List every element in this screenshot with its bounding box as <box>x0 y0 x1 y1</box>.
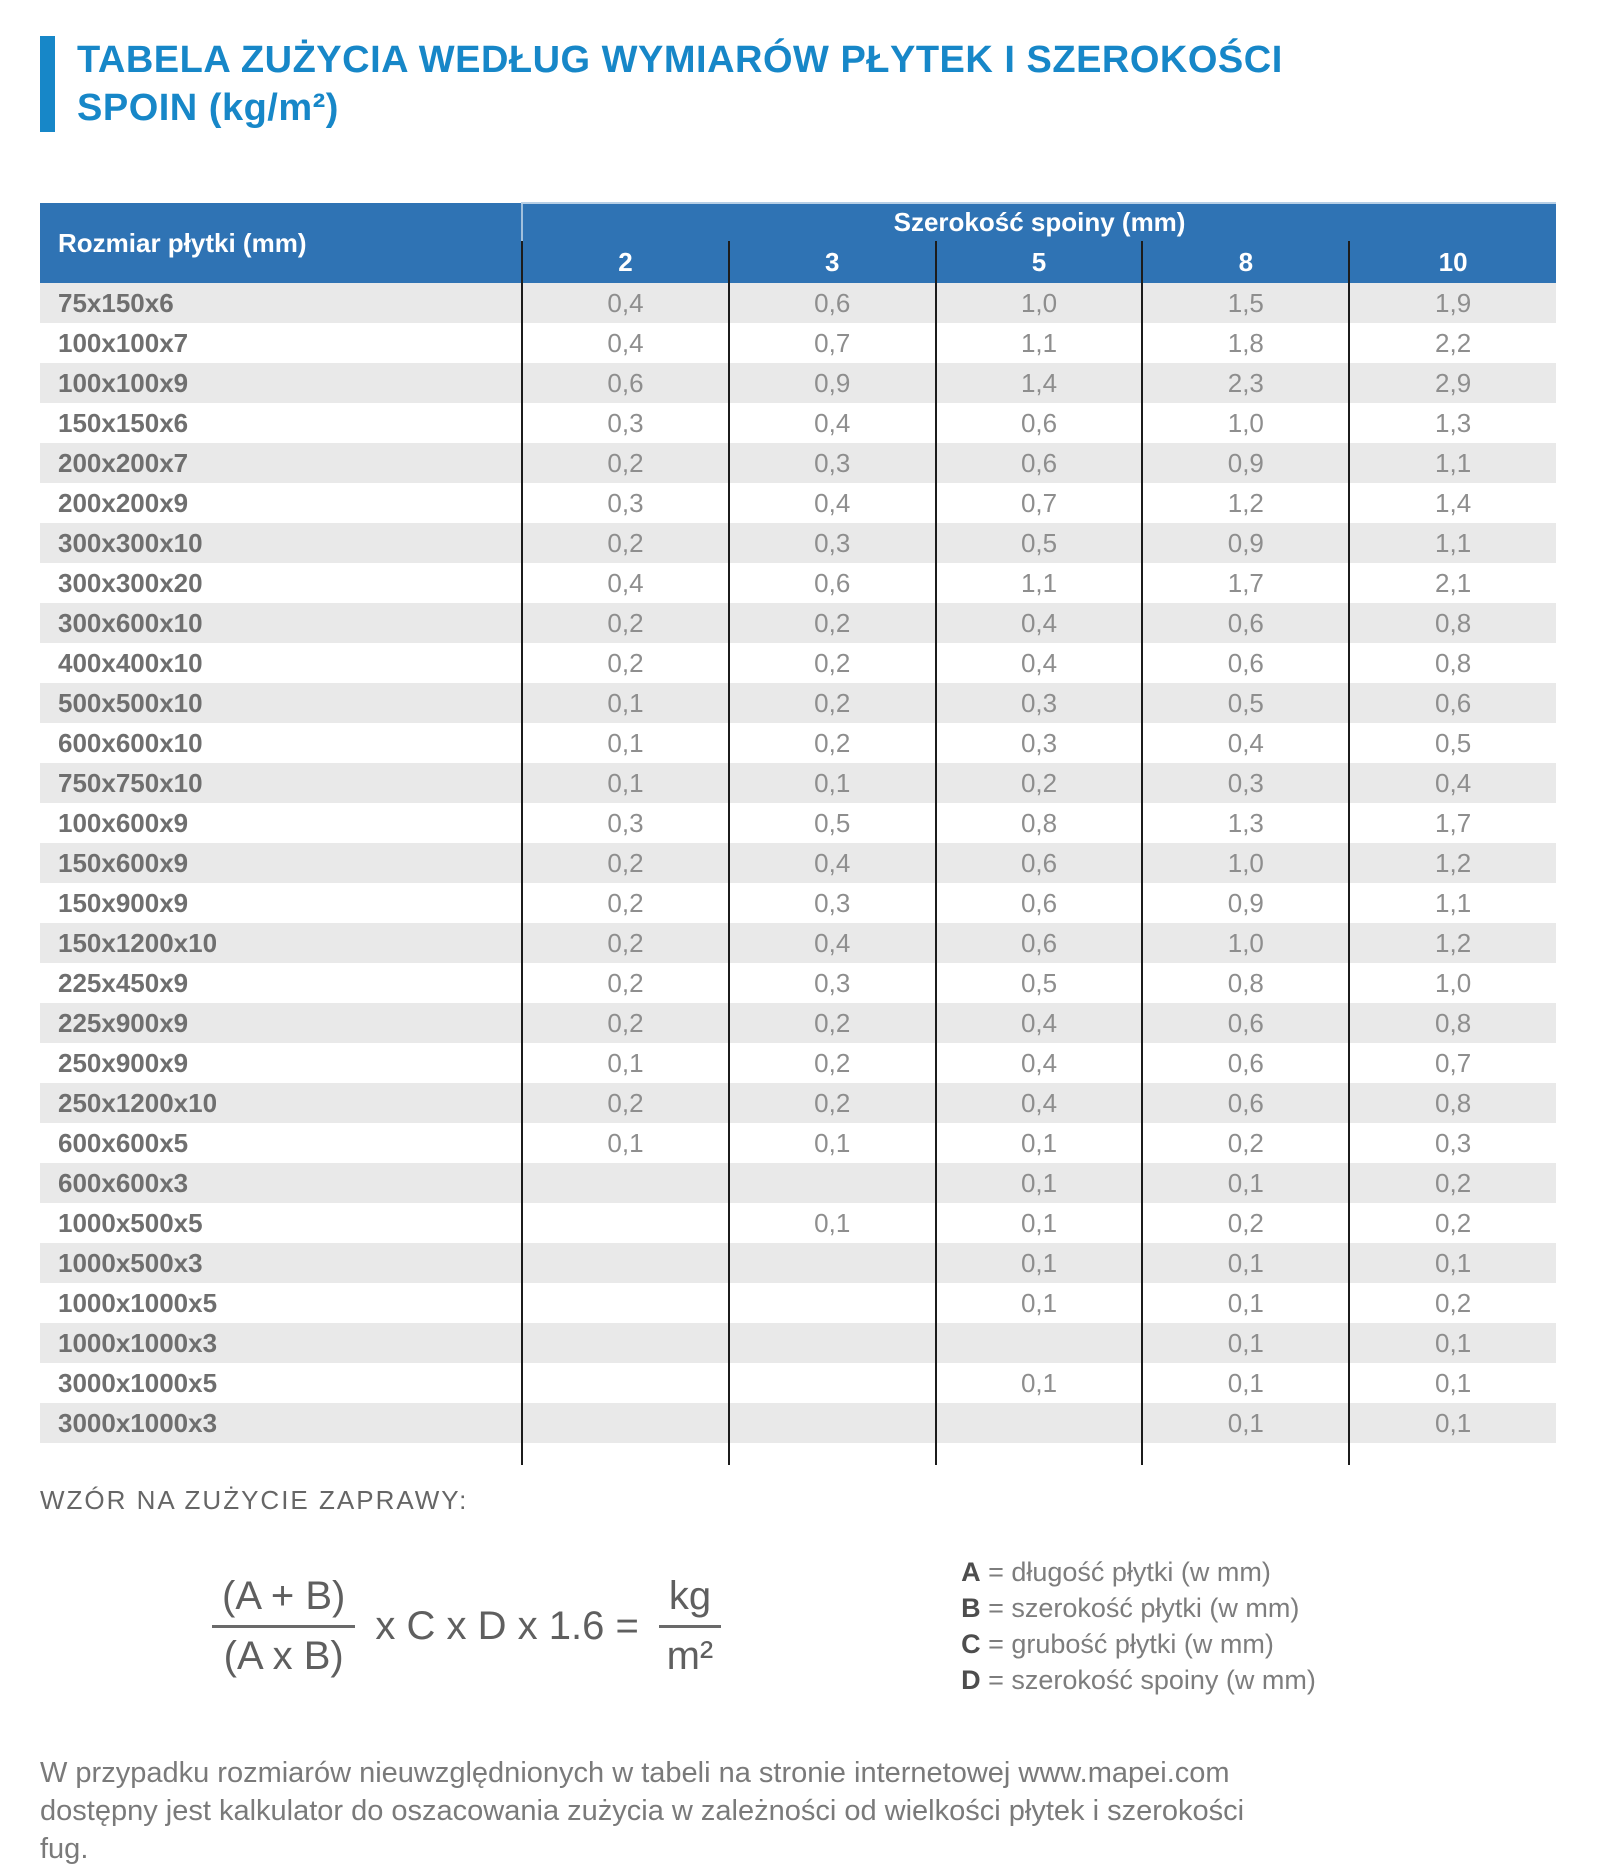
tile-size-column-header: Rozmiar płytki (mm) <box>40 203 522 283</box>
table-row <box>40 363 1556 403</box>
consumption-value-cell: 0,4 <box>936 1083 1143 1123</box>
consumption-value-cell: 0,4 <box>936 603 1143 643</box>
consumption-value-cell: 1,0 <box>1349 963 1556 1003</box>
consumption-value-cell: 0,1 <box>522 683 729 723</box>
tile-size-cell: 150x900x9 <box>58 887 189 918</box>
table-row <box>40 403 1556 443</box>
consumption-value-cell: 0,6 <box>522 363 729 403</box>
consumption-value-cell <box>729 1363 936 1403</box>
formula-denominator: (A x B) <box>223 1633 344 1678</box>
formula-numerator: (A + B) <box>212 1574 355 1628</box>
table-row <box>40 923 1556 963</box>
tile-size-cell: 3000x1000x3 <box>58 1407 218 1438</box>
table-row <box>40 883 1556 923</box>
consumption-value-cell: 0,2 <box>729 603 936 643</box>
table-body <box>40 283 1556 1465</box>
tile-size-cell: 600x600x3 <box>58 1167 189 1198</box>
tile-size-cell: 1000x1000x3 <box>58 1327 218 1358</box>
legend-item <box>961 1554 1316 1590</box>
consumption-value-cell: 0,8 <box>936 803 1143 843</box>
consumption-value-cell: 1,1 <box>1349 523 1556 563</box>
consumption-value-cell: 0,3 <box>729 963 936 1003</box>
consumption-value-cell: 0,5 <box>936 963 1143 1003</box>
consumption-value-cell: 0,3 <box>936 683 1143 723</box>
consumption-value-cell: 1,3 <box>1142 803 1349 843</box>
consumption-value-cell: 0,2 <box>522 963 729 1003</box>
legend-symbol: B <box>961 1593 981 1623</box>
table-row <box>40 723 1556 763</box>
consumption-value-cell: 0,1 <box>522 1123 729 1163</box>
width-column-header: 2 <box>522 241 729 283</box>
consumption-value-cell <box>729 1243 936 1283</box>
consumption-value-cell: 0,1 <box>729 1123 936 1163</box>
consumption-value-cell: 0,3 <box>1349 1123 1556 1163</box>
consumption-value-cell: 0,4 <box>729 403 936 443</box>
consumption-value-cell: 0,2 <box>729 1043 936 1083</box>
consumption-value-cell: 0,6 <box>729 563 936 603</box>
tile-size-cell: 200x200x7 <box>58 447 189 478</box>
consumption-value-cell: 0,6 <box>936 923 1143 963</box>
tile-size-cell: 250x900x9 <box>58 1047 189 1078</box>
tile-size-cell: 500x500x10 <box>58 687 203 718</box>
consumption-value-cell: 0,3 <box>729 883 936 923</box>
consumption-value-cell: 0,3 <box>522 403 729 443</box>
consumption-value-cell: 0,2 <box>729 1003 936 1043</box>
table-row <box>40 1083 1556 1123</box>
consumption-value-cell: 0,2 <box>522 643 729 683</box>
consumption-formula <box>212 1574 721 1679</box>
consumption-value-cell: 0,1 <box>1349 1403 1556 1443</box>
consumption-value-cell: 0,1 <box>729 763 936 803</box>
tile-size-cell: 150x1200x10 <box>58 927 218 958</box>
consumption-value-cell: 0,1 <box>1349 1363 1556 1403</box>
tile-size-cell: 250x1200x10 <box>58 1087 218 1118</box>
consumption-value-cell: 0,1 <box>936 1243 1143 1283</box>
consumption-value-cell: 0,7 <box>1349 1043 1556 1083</box>
consumption-value-cell: 1,1 <box>936 323 1143 363</box>
legend-text: = długość płytki (w mm) <box>980 1557 1271 1587</box>
consumption-value-cell <box>522 1323 729 1363</box>
consumption-value-cell: 1,2 <box>1349 923 1556 963</box>
consumption-value-cell: 0,6 <box>1349 683 1556 723</box>
consumption-value-cell: 0,9 <box>1142 883 1349 923</box>
consumption-value-cell: 0,8 <box>1142 963 1349 1003</box>
consumption-value-cell: 0,6 <box>1142 1083 1349 1123</box>
consumption-value-cell: 0,8 <box>1349 603 1556 643</box>
consumption-value-cell <box>522 1163 729 1203</box>
formula-row <box>40 1554 1556 1698</box>
consumption-value-cell: 0,2 <box>1349 1283 1556 1323</box>
consumption-value-cell <box>522 1243 729 1283</box>
consumption-value-cell: 0,4 <box>522 323 729 363</box>
tile-size-cell: 3000x1000x5 <box>58 1367 218 1398</box>
consumption-value-cell: 0,6 <box>936 443 1143 483</box>
consumption-value-cell: 1,0 <box>1142 923 1349 963</box>
consumption-value-cell: 0,1 <box>522 763 729 803</box>
consumption-value-cell: 0,2 <box>1349 1163 1556 1203</box>
consumption-value-cell: 0,2 <box>522 923 729 963</box>
consumption-value-cell: 2,9 <box>1349 363 1556 403</box>
consumption-value-cell: 0,4 <box>729 843 936 883</box>
consumption-value-cell: 1,2 <box>1349 843 1556 883</box>
width-column-header: 8 <box>1142 241 1349 283</box>
consumption-value-cell: 1,4 <box>1349 483 1556 523</box>
consumption-value-cell: 0,1 <box>522 1043 729 1083</box>
consumption-value-cell: 0,1 <box>936 1203 1143 1243</box>
consumption-value-cell: 0,4 <box>729 923 936 963</box>
table-row <box>40 1003 1556 1043</box>
formula-legend <box>961 1554 1316 1698</box>
consumption-value-cell <box>729 1283 936 1323</box>
consumption-value-cell: 0,2 <box>522 883 729 923</box>
consumption-value-cell: 0,2 <box>729 723 936 763</box>
table-row <box>40 963 1556 1003</box>
tile-size-cell: 225x900x9 <box>58 1007 189 1038</box>
consumption-value-cell: 1,1 <box>1349 883 1556 923</box>
tile-size-cell: 225x450x9 <box>58 967 189 998</box>
legend-item <box>961 1662 1316 1698</box>
consumption-value-cell: 1,7 <box>1349 803 1556 843</box>
consumption-value-cell <box>729 1323 936 1363</box>
consumption-value-cell: 0,1 <box>1349 1243 1556 1283</box>
tile-size-cell: 75x150x6 <box>58 287 174 318</box>
consumption-value-cell: 0,9 <box>1142 443 1349 483</box>
consumption-value-cell <box>729 1163 936 1203</box>
table-divider-tails <box>40 1443 1556 1465</box>
legend-symbol: D <box>961 1665 981 1695</box>
consumption-value-cell: 0,1 <box>936 1123 1143 1163</box>
table-row <box>40 763 1556 803</box>
consumption-value-cell: 0,1 <box>936 1283 1143 1323</box>
consumption-value-cell: 0,2 <box>729 643 936 683</box>
consumption-value-cell: 0,4 <box>729 483 936 523</box>
consumption-value-cell <box>522 1203 729 1243</box>
table-row <box>40 1283 1556 1323</box>
consumption-value-cell: 1,0 <box>936 283 1143 323</box>
consumption-value-cell <box>522 1283 729 1323</box>
table-row <box>40 1203 1556 1243</box>
consumption-value-cell: 1,4 <box>936 363 1143 403</box>
formula-result-fraction <box>659 1574 721 1679</box>
consumption-value-cell: 1,0 <box>1142 843 1349 883</box>
consumption-value-cell: 0,2 <box>1349 1203 1556 1243</box>
legend-item <box>961 1590 1316 1626</box>
width-column-header: 3 <box>729 241 936 283</box>
consumption-value-cell: 0,6 <box>936 403 1143 443</box>
table-row <box>40 1403 1556 1443</box>
consumption-value-cell <box>522 1363 729 1403</box>
tile-size-cell: 600x600x5 <box>58 1127 189 1158</box>
consumption-value-cell: 0,2 <box>522 1083 729 1123</box>
table-row <box>40 843 1556 883</box>
tile-size-cell: 750x750x10 <box>58 767 203 798</box>
consumption-value-cell: 0,2 <box>522 523 729 563</box>
consumption-value-cell: 0,3 <box>936 723 1143 763</box>
consumption-value-cell: 1,3 <box>1349 403 1556 443</box>
consumption-value-cell: 0,2 <box>729 1083 936 1123</box>
consumption-value-cell: 0,3 <box>1142 763 1349 803</box>
legend-symbol: C <box>961 1629 981 1659</box>
consumption-value-cell: 0,9 <box>729 363 936 403</box>
legend-item <box>961 1626 1316 1662</box>
consumption-value-cell: 0,4 <box>522 563 729 603</box>
consumption-value-cell: 0,5 <box>936 523 1143 563</box>
consumption-value-cell: 0,1 <box>1142 1363 1349 1403</box>
consumption-value-cell: 1,9 <box>1349 283 1556 323</box>
consumption-value-cell <box>522 1403 729 1443</box>
tile-size-cell: 100x100x9 <box>58 367 189 398</box>
consumption-value-cell <box>936 1323 1143 1363</box>
formula-result-numerator: kg <box>659 1574 721 1628</box>
consumption-value-cell: 0,6 <box>936 843 1143 883</box>
table-row <box>40 603 1556 643</box>
consumption-value-cell: 0,4 <box>1349 763 1556 803</box>
consumption-value-cell: 0,5 <box>1349 723 1556 763</box>
consumption-value-cell: 0,4 <box>936 643 1143 683</box>
tile-size-cell: 1000x1000x5 <box>58 1287 218 1318</box>
table-row <box>40 1123 1556 1163</box>
page-title: TABELA ZUŻYCIA WEDŁUG WYMIARÓW PŁYTEK I SZEROKOŚCI SPOIN (kg/m²) <box>77 39 1283 129</box>
tile-size-cell: 150x150x6 <box>58 407 189 438</box>
table-row <box>40 283 1556 323</box>
consumption-value-cell: 2,1 <box>1349 563 1556 603</box>
consumption-value-cell: 1,0 <box>1142 403 1349 443</box>
consumption-value-cell: 0,7 <box>936 483 1143 523</box>
consumption-value-cell: 0,2 <box>522 603 729 643</box>
legend-symbol: A <box>961 1557 981 1587</box>
consumption-value-cell: 0,1 <box>936 1163 1143 1203</box>
tile-size-cell: 300x300x10 <box>58 527 203 558</box>
tile-size-cell: 150x600x9 <box>58 847 189 878</box>
consumption-value-cell <box>729 1403 936 1443</box>
formula-fraction <box>212 1574 355 1679</box>
consumption-value-cell: 0,2 <box>1142 1123 1349 1163</box>
tile-size-cell: 300x300x20 <box>58 567 203 598</box>
footer-note: W przypadku rozmiarów nieuwzględnionych w tabeli na stronie internetowej www.mapei.com dostępny jest kalkulator do oszacowania zużycia w zależności od wielkości płytek i szerokości fug. <box>40 1757 1245 1865</box>
table-row <box>40 683 1556 723</box>
consumption-value-cell <box>936 1403 1143 1443</box>
table-row <box>40 443 1556 483</box>
consumption-value-cell: 0,1 <box>729 1203 936 1243</box>
consumption-value-cell: 1,5 <box>1142 283 1349 323</box>
title-accent-bar <box>40 36 55 132</box>
consumption-value-cell: 0,2 <box>522 1003 729 1043</box>
consumption-value-cell: 0,1 <box>1142 1243 1349 1283</box>
consumption-value-cell: 0,1 <box>1142 1163 1349 1203</box>
legend-text: = szerokość płytki (w mm) <box>980 1593 1300 1623</box>
title-block <box>40 36 1556 132</box>
consumption-value-cell: 0,1 <box>1142 1403 1349 1443</box>
consumption-value-cell: 0,1 <box>522 723 729 763</box>
table-row <box>40 323 1556 363</box>
consumption-value-cell: 1,1 <box>936 563 1143 603</box>
tile-size-cell: 200x200x9 <box>58 487 189 518</box>
consumption-value-cell: 0,3 <box>522 483 729 523</box>
tile-size-cell: 100x100x7 <box>58 327 189 358</box>
width-column-header: 5 <box>936 241 1143 283</box>
consumption-value-cell: 0,2 <box>522 443 729 483</box>
consumption-value-cell: 0,6 <box>1142 603 1349 643</box>
consumption-value-cell: 0,4 <box>1142 723 1349 763</box>
width-column-header: 10 <box>1349 241 1556 283</box>
consumption-value-cell: 0,6 <box>1142 643 1349 683</box>
consumption-value-cell: 0,1 <box>1142 1323 1349 1363</box>
table-header-row-group <box>40 203 1556 241</box>
formula-middle: x C x D x 1.6 = <box>375 1603 639 1648</box>
consumption-value-cell: 0,3 <box>522 803 729 843</box>
tile-size-cell: 1000x500x5 <box>58 1207 203 1238</box>
consumption-value-cell: 0,8 <box>1349 1083 1556 1123</box>
table-row <box>40 1323 1556 1363</box>
tile-size-cell: 600x600x10 <box>58 727 203 758</box>
consumption-value-cell: 0,4 <box>936 1043 1143 1083</box>
consumption-value-cell: 0,1 <box>1142 1283 1349 1323</box>
consumption-value-cell: 0,6 <box>729 283 936 323</box>
consumption-value-cell: 0,2 <box>522 843 729 883</box>
consumption-value-cell: 0,6 <box>936 883 1143 923</box>
consumption-value-cell: 0,7 <box>729 323 936 363</box>
consumption-value-cell: 0,4 <box>936 1003 1143 1043</box>
joint-width-group-header: Szerokość spoiny (mm) <box>522 203 1556 241</box>
consumption-value-cell: 0,9 <box>1142 523 1349 563</box>
table-row <box>40 803 1556 843</box>
consumption-value-cell: 1,2 <box>1142 483 1349 523</box>
consumption-value-cell: 0,2 <box>936 763 1143 803</box>
consumption-value-cell: 0,3 <box>729 523 936 563</box>
table-row <box>40 1043 1556 1083</box>
consumption-value-cell: 2,2 <box>1349 323 1556 363</box>
table-row <box>40 523 1556 563</box>
consumption-value-cell: 0,6 <box>1142 1043 1349 1083</box>
consumption-value-cell: 0,4 <box>522 283 729 323</box>
tile-size-cell: 1000x500x3 <box>58 1247 203 1278</box>
table-row <box>40 483 1556 523</box>
consumption-table <box>40 202 1556 1465</box>
formula-section-heading: WZÓR NA ZUŻYCIE ZAPRAWY: <box>40 1485 469 1515</box>
formula-result-denominator: m² <box>666 1633 714 1678</box>
table-row <box>40 1243 1556 1283</box>
consumption-value-cell: 0,1 <box>936 1363 1143 1403</box>
consumption-value-cell: 1,1 <box>1349 443 1556 483</box>
table-row <box>40 1163 1556 1203</box>
consumption-value-cell: 0,2 <box>729 683 936 723</box>
table-row <box>40 563 1556 603</box>
consumption-value-cell: 0,2 <box>1142 1203 1349 1243</box>
table-row <box>40 1363 1556 1403</box>
legend-text: = szerokość spoiny (w mm) <box>980 1665 1316 1695</box>
consumption-value-cell: 2,3 <box>1142 363 1349 403</box>
tile-size-cell: 300x600x10 <box>58 607 203 638</box>
table-row <box>40 643 1556 683</box>
consumption-value-cell: 0,8 <box>1349 1003 1556 1043</box>
tile-size-cell: 100x600x9 <box>58 807 189 838</box>
consumption-value-cell: 0,5 <box>729 803 936 843</box>
consumption-value-cell: 0,6 <box>1142 1003 1349 1043</box>
tile-size-cell: 400x400x10 <box>58 647 203 678</box>
consumption-value-cell: 0,1 <box>1349 1323 1556 1363</box>
consumption-value-cell: 0,8 <box>1349 643 1556 683</box>
legend-text: = grubość płytki (w mm) <box>980 1629 1274 1659</box>
consumption-value-cell: 1,7 <box>1142 563 1349 603</box>
consumption-value-cell: 0,3 <box>729 443 936 483</box>
consumption-value-cell: 0,5 <box>1142 683 1349 723</box>
consumption-value-cell: 1,8 <box>1142 323 1349 363</box>
